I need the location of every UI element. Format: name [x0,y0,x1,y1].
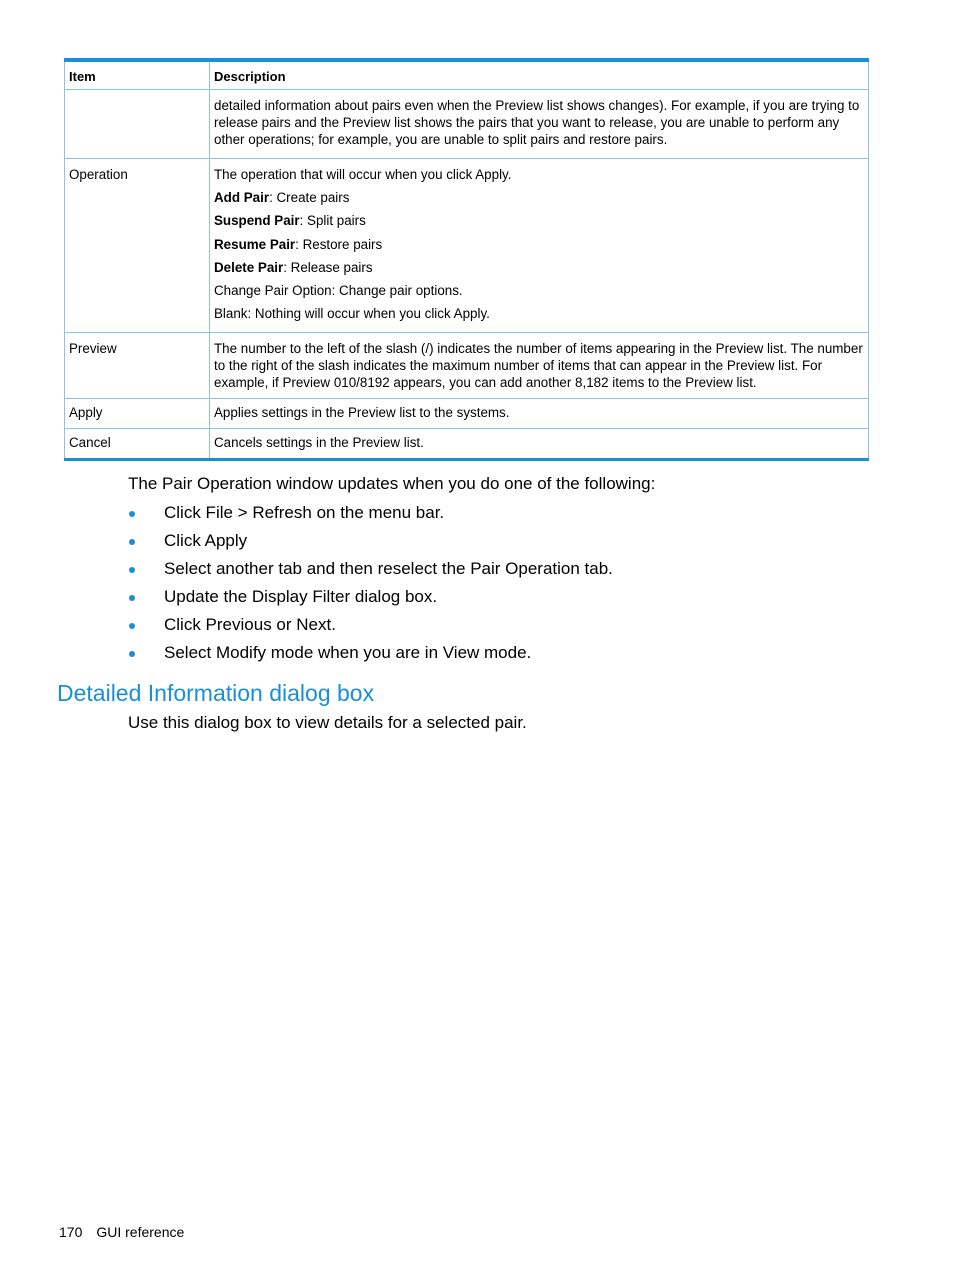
section-heading: Detailed Information dialog box [57,680,375,706]
list-item-text: Select Modify mode when you are in View mode. [164,643,532,662]
operation-blank: Blank: Nothing will occur when you click Apply. [214,306,490,322]
bullet-icon [129,511,135,517]
operation-option [214,212,864,235]
table-header-row [65,60,869,90]
list-item-text: Click File > Refresh on the menu bar. [164,503,445,522]
bullet-icon [129,567,135,573]
page-footer [59,1223,184,1241]
update-triggers-list [128,503,613,671]
reference-table-container [64,58,868,461]
table-row [65,333,869,399]
operation-option [214,189,864,212]
option-term: Suspend Pair [214,213,300,229]
header-description: Description [210,60,869,90]
list-item-text: Select another tab and then reselect the Pair Operation tab. [164,559,613,578]
table-row [65,90,869,159]
bullet-icon [129,623,135,629]
item-cell: Cancel [65,429,210,460]
list-item [128,503,613,531]
bullet-icon [129,595,135,601]
operation-option [214,236,864,259]
item-cell-empty [65,90,210,159]
section-body: Use this dialog box to view details for a selected pair. [128,713,527,732]
list-item-text: Click Previous or Next. [164,615,336,634]
option-term: Add Pair [214,190,270,206]
table-row [65,399,869,429]
table-row [65,429,869,460]
description-cell [210,159,869,333]
page-number: 170 [59,1224,83,1240]
list-item [128,615,613,643]
intro-paragraph: The Pair Operation window updates when you do one of the following: [128,474,656,493]
chapter-name: GUI reference [96,1224,185,1240]
description-cell: Cancels settings in the Preview list. [210,429,869,460]
header-item: Item [65,60,210,90]
bullet-icon [129,651,135,657]
option-term: Resume Pair [214,236,296,252]
item-cell: Preview [65,333,210,399]
list-item-text: Update the Display Filter dialog box. [164,587,438,606]
list-item-text: Click Apply [164,531,248,550]
item-cell: Operation [65,159,210,333]
option-desc: : Create pairs [269,190,350,206]
operation-intro: The operation that will occur when you click Apply. [214,167,512,182]
table-row [65,159,869,333]
option-desc: : Split pairs [299,213,366,229]
description-cell: The number to the left of the slash (/) indicates the number of items appearing in the Preview list. The number to the right of the slash indicates the maximum number of items that can appear in the Preview list. For example, if Preview 010/8192 appears, you can add another 8,182 items to the Preview list. [210,333,869,399]
operation-option [214,259,864,282]
list-item [128,643,613,671]
bullet-icon [129,539,135,545]
item-description-table [64,58,869,461]
option-desc: : Restore pairs [295,236,383,252]
list-item [128,531,613,559]
list-item [128,559,613,587]
option-desc: : Release pairs [283,259,373,275]
description-cell: detailed information about pairs even when the Preview list shows changes). For example, if you are trying to release pairs and the Preview list shows the pairs that you want to release, you are unable to perform any other operations; for example, you are unable to split pairs and restore pairs. [210,90,869,159]
list-item [128,587,613,615]
item-cell: Apply [65,399,210,429]
description-cell: Applies settings in the Preview list to the systems. [210,399,869,429]
option-term: Delete Pair [214,259,284,275]
operation-change-option: Change Pair Option: Change pair options. [214,282,463,298]
